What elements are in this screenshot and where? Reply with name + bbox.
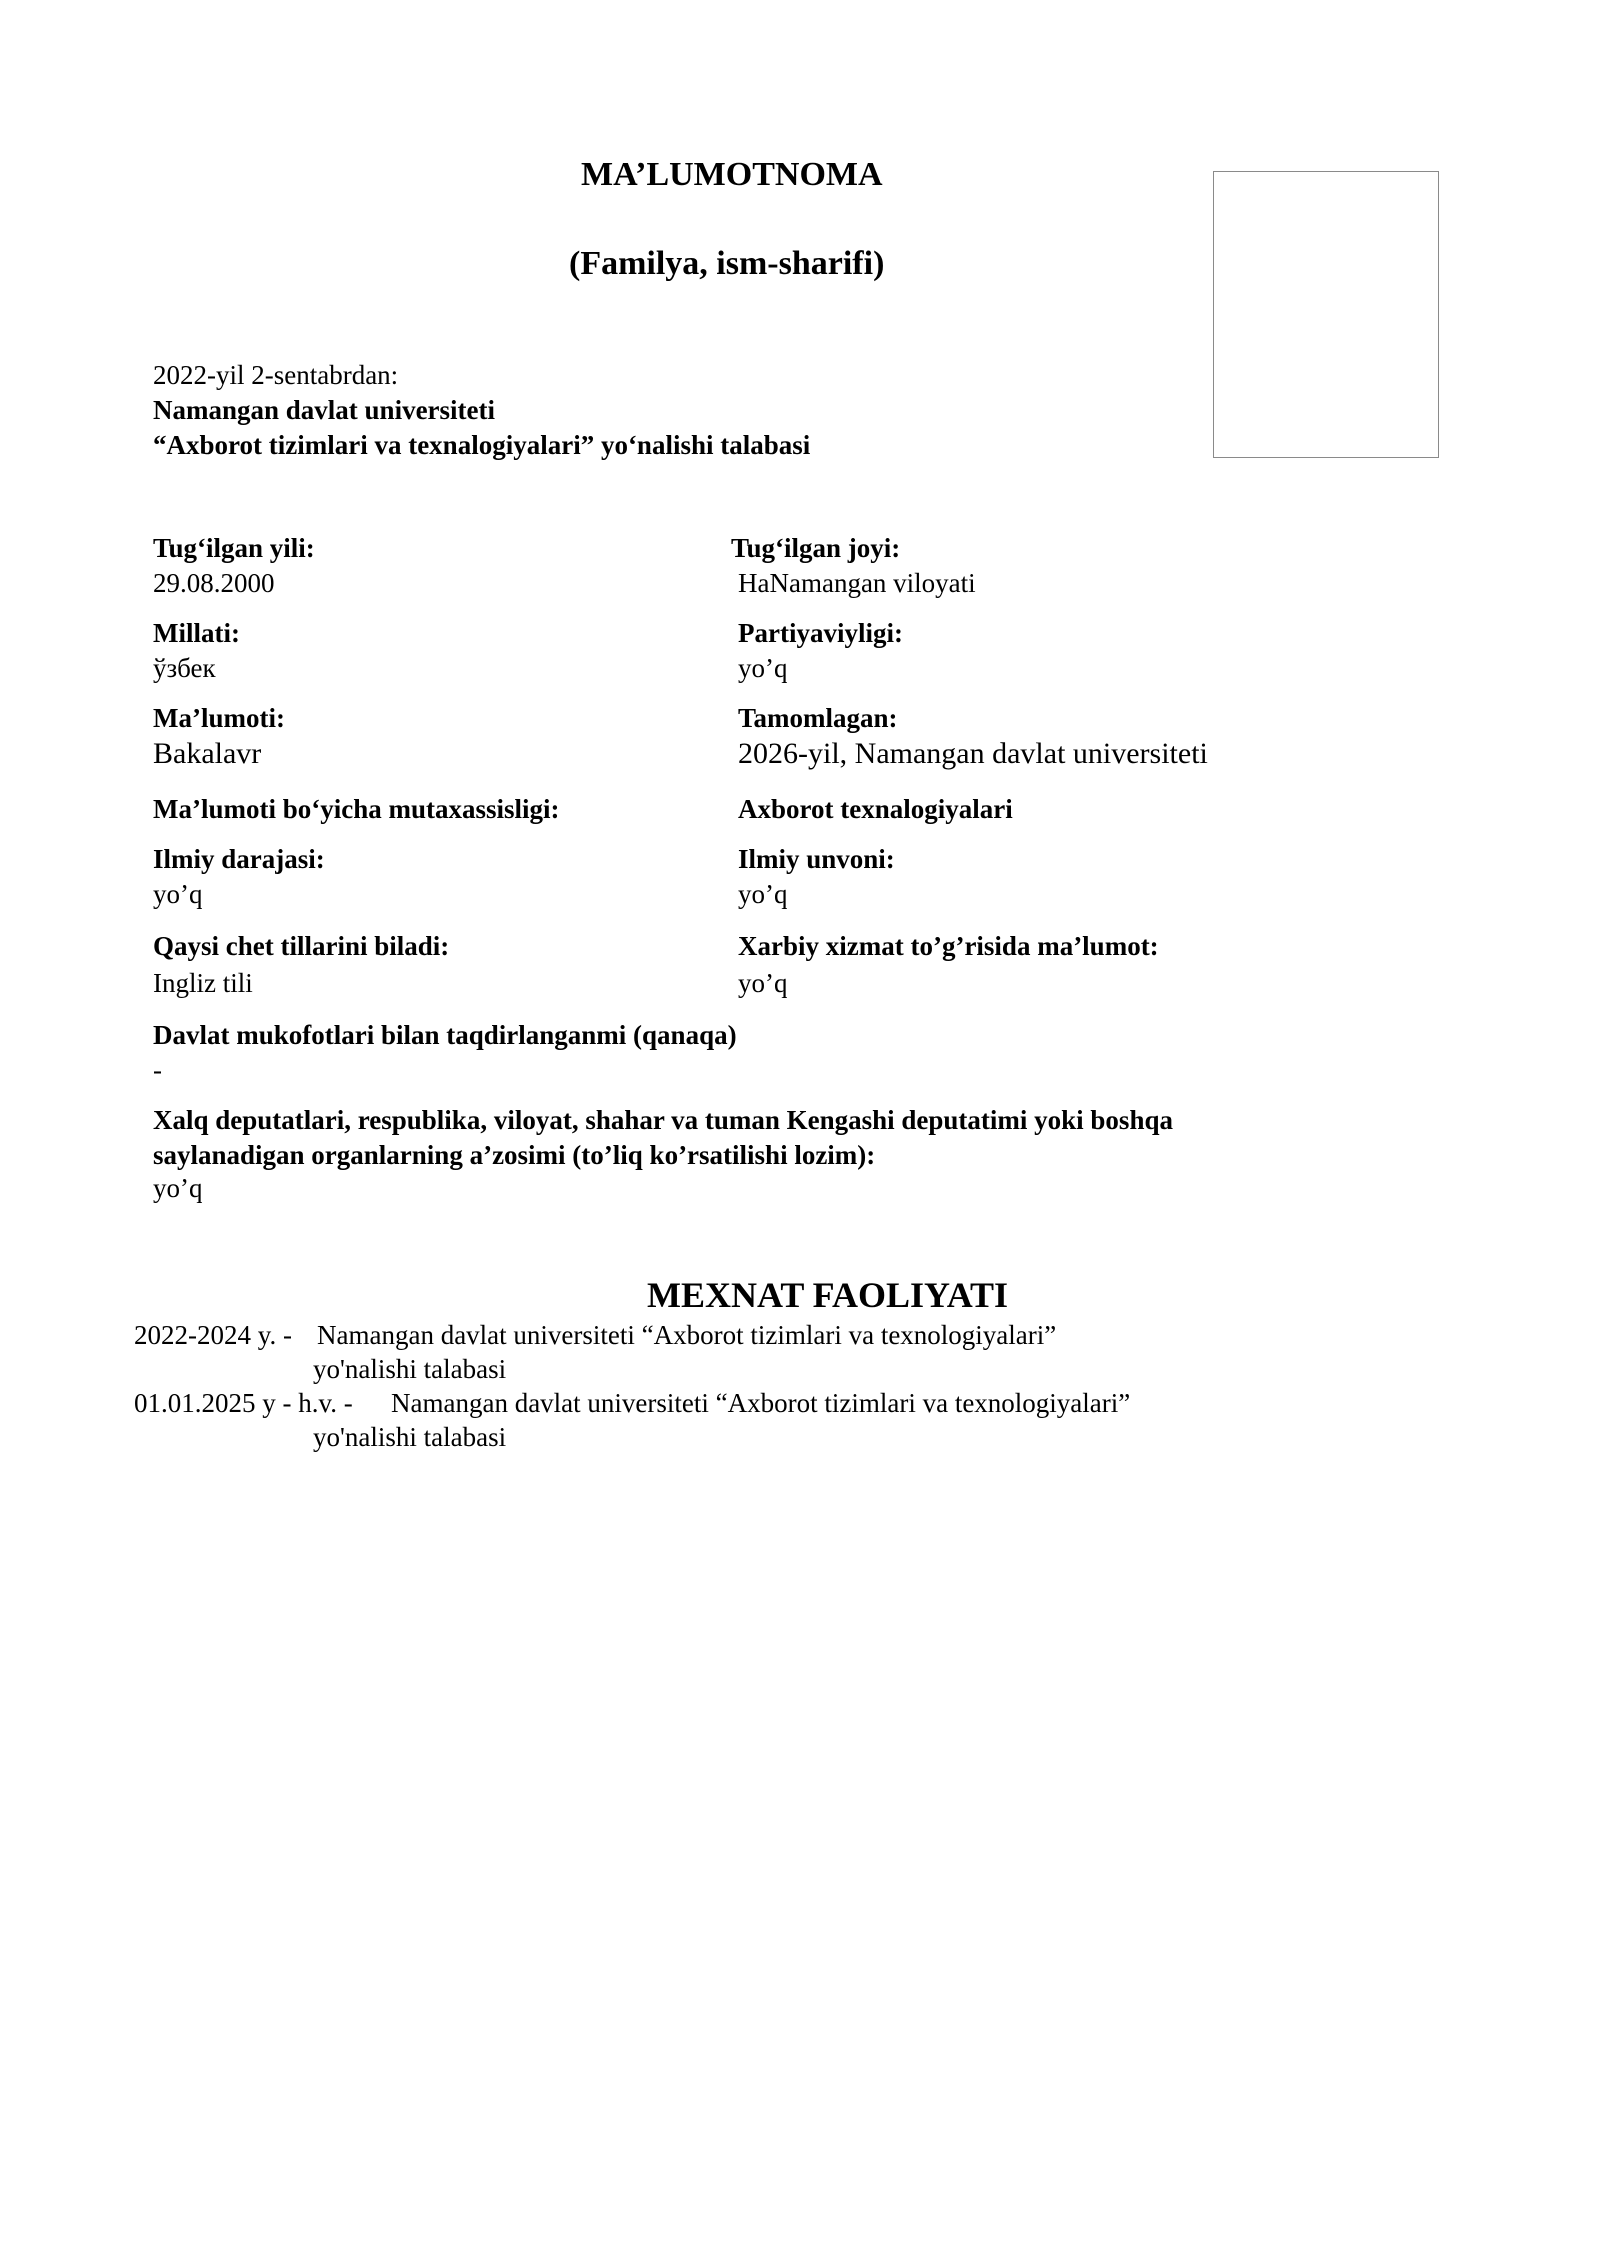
- party-value: yo’q: [738, 653, 788, 683]
- nationality-label: Millati:: [153, 618, 240, 648]
- birth-place-value: HaNamangan viloyati: [738, 568, 976, 598]
- work-description: Namangan davlat universiteti “Axborot tizimlari va texnologiyalari”: [317, 1320, 1057, 1350]
- deputy-label-line1: Xalq deputatlari, respublika, viloyat, shahar va tuman Kengashi deputatimi yoki boshqa: [153, 1105, 1173, 1135]
- awards-label: Davlat mukofotlari bilan taqdirlanganmi (qanaqa): [153, 1020, 737, 1050]
- specialty-label: Ma’lumoti bo‘yicha mutaxassisligi:: [153, 794, 560, 824]
- military-label: Xarbiy xizmat to’g’risida ma’lumot:: [738, 931, 1159, 961]
- academic-title-label: Ilmiy unvoni:: [738, 844, 895, 874]
- degree-value: yo’q: [153, 879, 203, 909]
- name-placeholder: (Familya, ism-sharifi): [569, 245, 885, 282]
- birth-place-label: Tug‘ilgan joyi:: [731, 533, 901, 563]
- work-description-cont: yo'nalishi talabasi: [313, 1422, 507, 1452]
- work-section-title: MEXNAT FAOLIYATI: [647, 1275, 1009, 1315]
- birth-year-value: 29.08.2000: [153, 568, 275, 598]
- birth-year-label: Tug‘ilgan yili:: [153, 533, 315, 563]
- deputy-value: yo’q: [153, 1173, 203, 1203]
- languages-value: Ingliz tili: [153, 968, 253, 998]
- work-period: 2022-2024 y. -: [134, 1320, 292, 1350]
- document-title: MA’LUMOTNOMA: [581, 156, 883, 193]
- photo-frame: [1213, 171, 1439, 458]
- since-date: 2022-yil 2-sentabrdan:: [153, 360, 399, 390]
- education-value: Bakalavr: [153, 737, 262, 770]
- degree-label: Ilmiy darajasi:: [153, 844, 325, 874]
- graduated-label: Tamomlagan:: [738, 703, 898, 733]
- work-period: 01.01.2025 y - h.v. -: [134, 1388, 353, 1418]
- organization: Namangan davlat universiteti: [153, 395, 496, 425]
- deputy-label-line2: saylanadigan organlarning a’zosimi (to’liq ko’rsatilishi lozim):: [153, 1140, 876, 1170]
- education-label: Ma’lumoti:: [153, 703, 285, 733]
- military-value: yo’q: [738, 968, 788, 998]
- specialty-value: Axborot texnalogiyalari: [738, 794, 1013, 824]
- awards-value: -: [153, 1055, 162, 1085]
- party-label: Partiyaviyligi:: [738, 618, 903, 648]
- languages-label: Qaysi chet tillarini biladi:: [153, 931, 450, 961]
- work-description: Namangan davlat universiteti “Axborot tizimlari va texnologiyalari”: [391, 1388, 1131, 1418]
- academic-title-value: yo’q: [738, 879, 788, 909]
- nationality-value: ўзбек: [153, 653, 216, 683]
- position: “Axborot tizimlari va texnalogiyalari” yo‘nalishi talabasi: [153, 430, 811, 460]
- graduated-value: 2026-yil, Namangan davlat universiteti: [738, 737, 1208, 770]
- work-description-cont: yo'nalishi talabasi: [313, 1354, 507, 1384]
